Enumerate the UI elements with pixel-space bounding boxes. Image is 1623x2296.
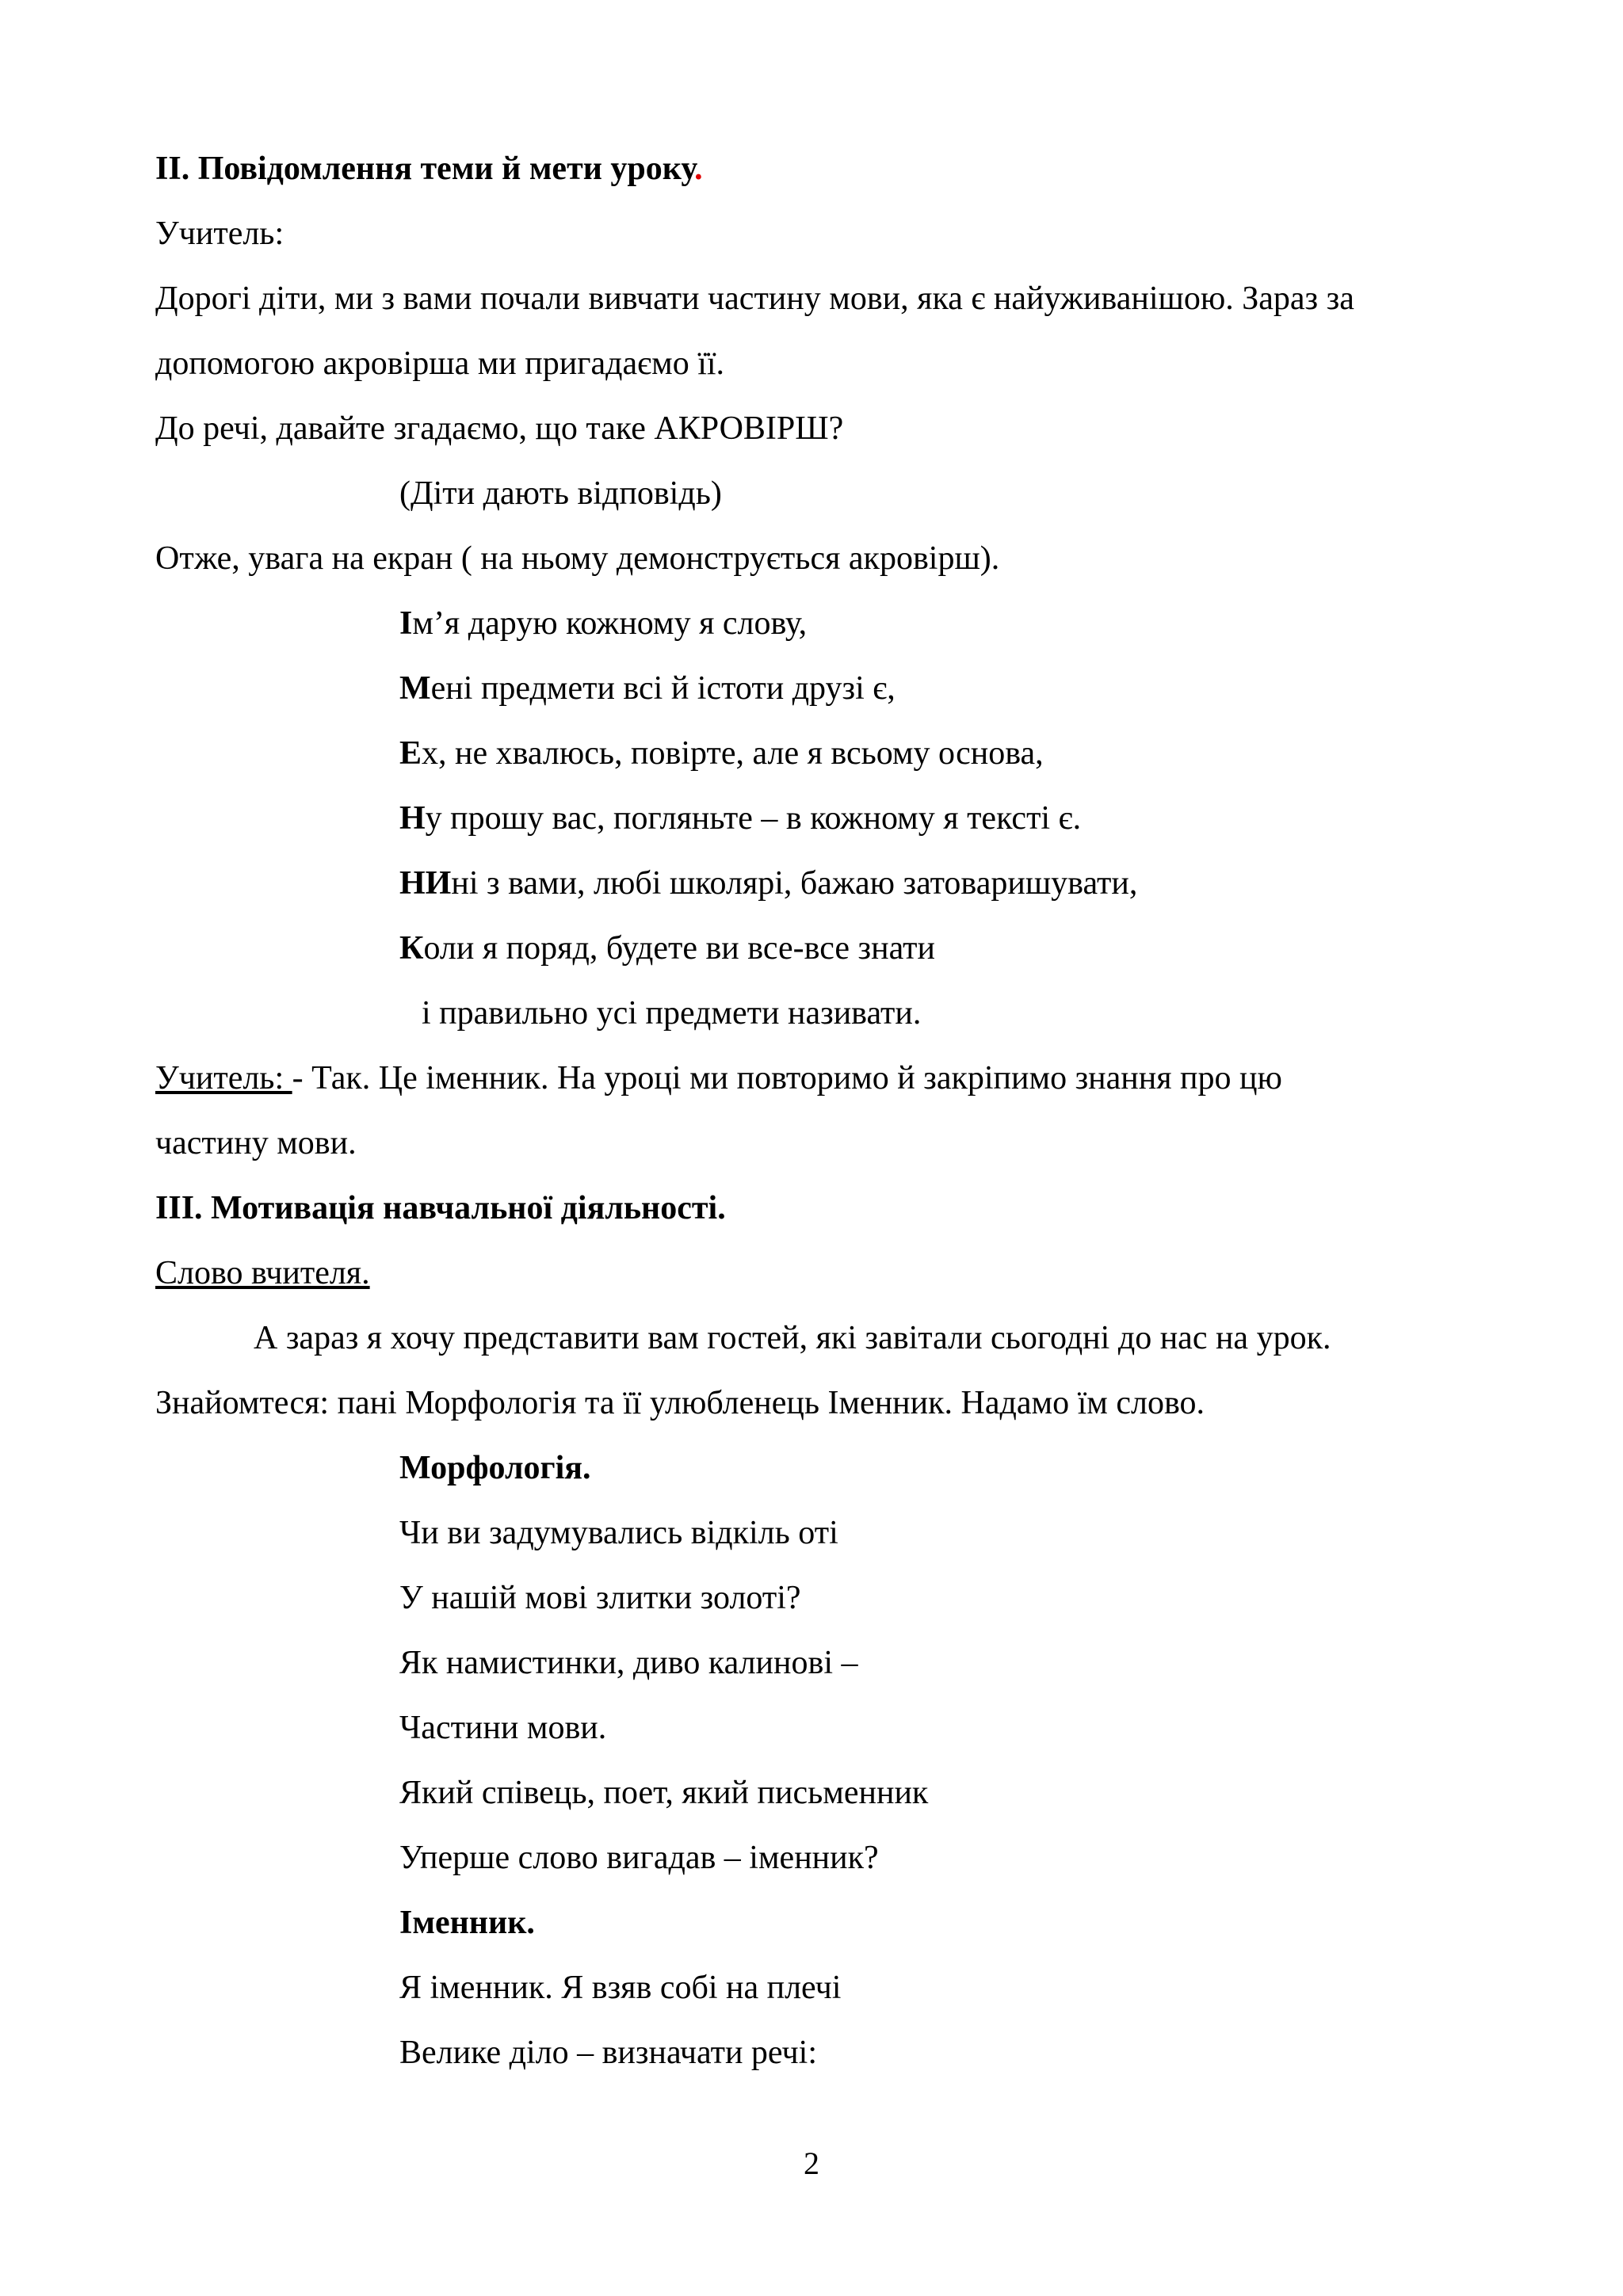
acrostic-initial: Е: [399, 735, 422, 772]
section-heading-2-text: II. Повідомлення теми й мети уроку: [155, 151, 695, 187]
acrostic-rest: х, не хвалюсь, повірте, але я всьому основа,: [422, 735, 1044, 772]
poem-line: Велике діло – визначати речі:: [399, 2035, 817, 2071]
teacher-statement-text: - Так. Це іменник. На уроці ми повторимо й закріпимо знання про цю: [292, 1060, 1282, 1097]
acrostic-rest: м’я дарую кожному я слову,: [412, 605, 808, 642]
poem-line: Який співець, поет, який письменник: [399, 1775, 929, 1811]
acrostic-rest: у прошу вас, погляньте – в кожному я тексті є.: [425, 800, 1082, 837]
teacher-statement: [155, 1058, 1282, 1098]
acrostic-rest: оли я поряд, будете ви все-все знати: [423, 930, 935, 967]
acrostic-line: [399, 734, 1044, 773]
acrostic-line: [399, 799, 1081, 838]
noun-title: Іменник.: [399, 1905, 535, 1941]
poem-line: Чи ви задумувались відкіль оті: [399, 1515, 838, 1551]
teacher-word-label: Слово вчителя.: [155, 1255, 370, 1291]
paragraph-line: Дорогі діти, ми з вами почали вивчати частину мови, яка є найуживанішою. Зараз за: [155, 280, 1354, 317]
poem-line: Уперше слово вигадав – іменник?: [399, 1840, 879, 1876]
section-heading-2: [155, 149, 703, 189]
teacher-label: Учитель:: [155, 215, 285, 252]
acrostic-line: [399, 604, 807, 643]
page-number: 2: [804, 2145, 819, 2181]
poem-line: Частини мови.: [399, 1710, 607, 1746]
acrostic-line: [399, 669, 896, 708]
paragraph-line: Знайомтеся: пані Морфологія та її улюбленець Іменник. Надамо їм слово.: [155, 1385, 1205, 1421]
paragraph-line: А зараз я хочу представити вам гостей, які завітали сьогодні до нас на урок.: [254, 1320, 1331, 1356]
section-heading-3: III. Мотивація навчальної діяльності.: [155, 1190, 726, 1226]
paragraph-line: До речі, давайте згадаємо, що таке АКРОВІРШ?: [155, 410, 844, 447]
poem-line: Я іменник. Я взяв собі на плечі: [399, 1970, 842, 2006]
paragraph-line: Отже, увага на екран ( на ньому демонструється акровірш).: [155, 540, 1000, 577]
acrostic-initial: Н: [399, 800, 426, 837]
poem-line: У нашій мові злитки золоті?: [399, 1580, 801, 1616]
acrostic-initial: К: [399, 930, 424, 967]
morphology-title: Морфологія.: [399, 1450, 591, 1486]
section-heading-2-dot: .: [694, 151, 703, 187]
teacher-label: Учитель:: [155, 1060, 292, 1097]
acrostic-line: [399, 929, 935, 968]
acrostic-initial: НИ: [399, 865, 452, 902]
acrostic-rest: ені предмети всі й істоти друзі є,: [430, 670, 896, 707]
paragraph-line: частину мови.: [155, 1125, 357, 1161]
acrostic-line: і правильно усі предмети називати.: [422, 995, 922, 1032]
acrostic-initial: М: [399, 670, 431, 707]
kids-answer: (Діти дають відповідь): [399, 475, 722, 512]
acrostic-line: [399, 864, 1137, 903]
acrostic-rest: ні з вами, любі школярі, бажаю затоваришувати,: [451, 865, 1138, 902]
poem-line: Як намистинки, диво калинові –: [399, 1645, 858, 1681]
acrostic-initial: І: [399, 605, 413, 642]
paragraph-line: допомогою акровірша ми пригадаємо її.: [155, 345, 725, 382]
